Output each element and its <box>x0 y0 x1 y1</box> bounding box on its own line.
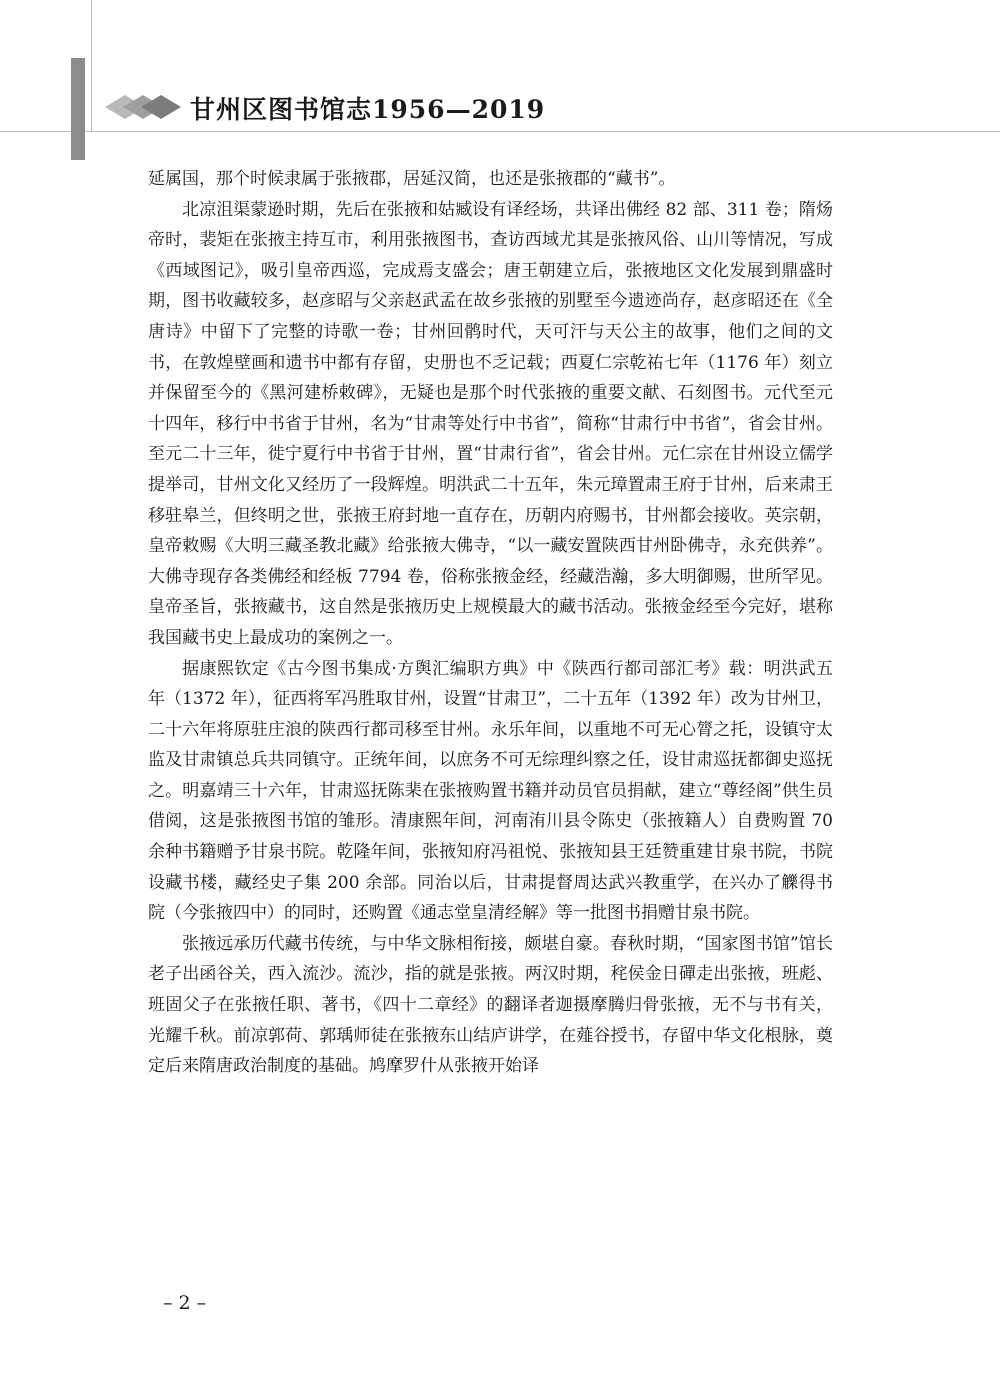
header-rule-horizontal <box>0 131 1000 132</box>
running-header-title: 甘州区图书馆志1956—2019 <box>190 95 546 124</box>
paragraph: 据康熙钦定《古今图书集成·方舆汇编职方典》中《陕西行都司部汇考》载：明洪武五年（1372 年），征西将军冯胜取甘州，设置“甘肃卫”，二十五年（1392 年）改为甘州卫，二十六年将原驻庄浪的陕西行都司移至甘州。永乐年间，以重地不可无心膂之托，设镇守太监及甘肃镇总兵共同镇守。正统年间，以庶务不可无综理纠察之任，设甘肃巡抚都御史巡抚之。明嘉靖三十六年，甘肃巡抚陈棐在张掖购置书籍并动员官员捐献，建立“尊经阁”供生员借阅，这是张掖图书馆的雏形。清康熙年间，河南洧川县令陈史（张掖籍人）自费购置 70 余种书籍赠予甘泉书院。乾隆年间，张掖知府冯祖悦、张掖知县王廷赞重建甘泉书院，书院设藏书楼，藏经史子集 200 余部。同治以后，甘肃提督周达武兴教重学，在兴办了觻得书院（今张掖四中）的同时，还购置《通志堂皇清经解》等一批图书捐赠甘泉书院。 <box>148 658 833 924</box>
header-diamond-ornament <box>103 92 183 122</box>
paragraph: 张掖远承历代藏书传统，与中华文脉相衔接，颇堪自豪。春秋时期，“国家图书馆”馆长老子出函谷关，西入流沙。流沙，指的就是张掖。两汉时期，秺侯金日磾走出张掖，班彪、班固父子在张掖任职、著书，《四十二章经》的翻译者迦摄摩腾归骨张掖，无不与书有关，光耀千秋。前凉郭荷、郭瑀师徒在张掖东山结庐讲学，在薤谷授书，存留中华文化根脉，奠定后来隋唐政治制度的基础。鸠摩罗什从张掖开始译 <box>148 933 833 1077</box>
paragraph: 北凉沮渠蒙逊时期，先后在张掖和姑臧设有译经场，共译出佛经 82 部、311 卷；隋炀帝时，裴矩在张掖主持互市，利用张掖图书，查访西域尤其是张掖风俗、山川等情况，写成《西域图记》，吸引皇帝西巡，完成焉支盛会；唐王朝建立后，张掖地区文化发展到鼎盛时期，图书收藏较多，赵彦昭与父亲赵武孟在故乡张掖的别墅至今遗迹尚存，赵彦昭还在《全唐诗》中留下了完整的诗歌一卷；甘州回鹘时代，天可汗与天公主的故事，他们之间的文书，在敦煌壁画和遗书中都有存留，史册也不乏记载；西夏仁宗乾祐七年（1176 年）刻立并保留至今的《黑河建桥敕碑》，无疑也是那个时代张掖的重要文献、石刻图书。元代至元十四年，移行中书省于甘州，名为“甘肃等处行中书省”，简称“甘肃行中书省”，省会甘州。至元二十三年，徙宁夏行中书省于甘州，置“甘肃行省”，省会甘州。元仁宗在甘州设立儒学提举司，甘州文化又经历了一段辉煌。明洪武二十五年，朱元璋置肃王府于甘州，后来肃王移驻皋兰，但终明之世，张掖王府封地一直存在，历朝内府赐书，甘州都会接收。英宗朝，皇帝敕赐《大明三藏圣教北藏》给张掖大佛寺，“以一藏安置陕西甘州卧佛寺，永充供养”。大佛寺现存各类佛经和经板 7794 卷，俗称张掖金经，经藏浩瀚，多大明御赐，世所罕见。皇帝圣旨，张掖藏书，这自然是张掖历史上规模最大的藏书活动。张掖金经至今完好，堪称我国藏书史上最成功的案例之一。 <box>148 199 833 648</box>
header-rule-vertical <box>91 0 92 132</box>
page-number: – 2 – <box>163 1292 207 1314</box>
paragraph-continued: 延属国，那个时候隶属于张掖郡，居延汉简，也还是张掖郡的“藏书”。 <box>148 169 676 189</box>
body-text <box>148 164 833 1082</box>
header-side-bar <box>71 58 85 160</box>
